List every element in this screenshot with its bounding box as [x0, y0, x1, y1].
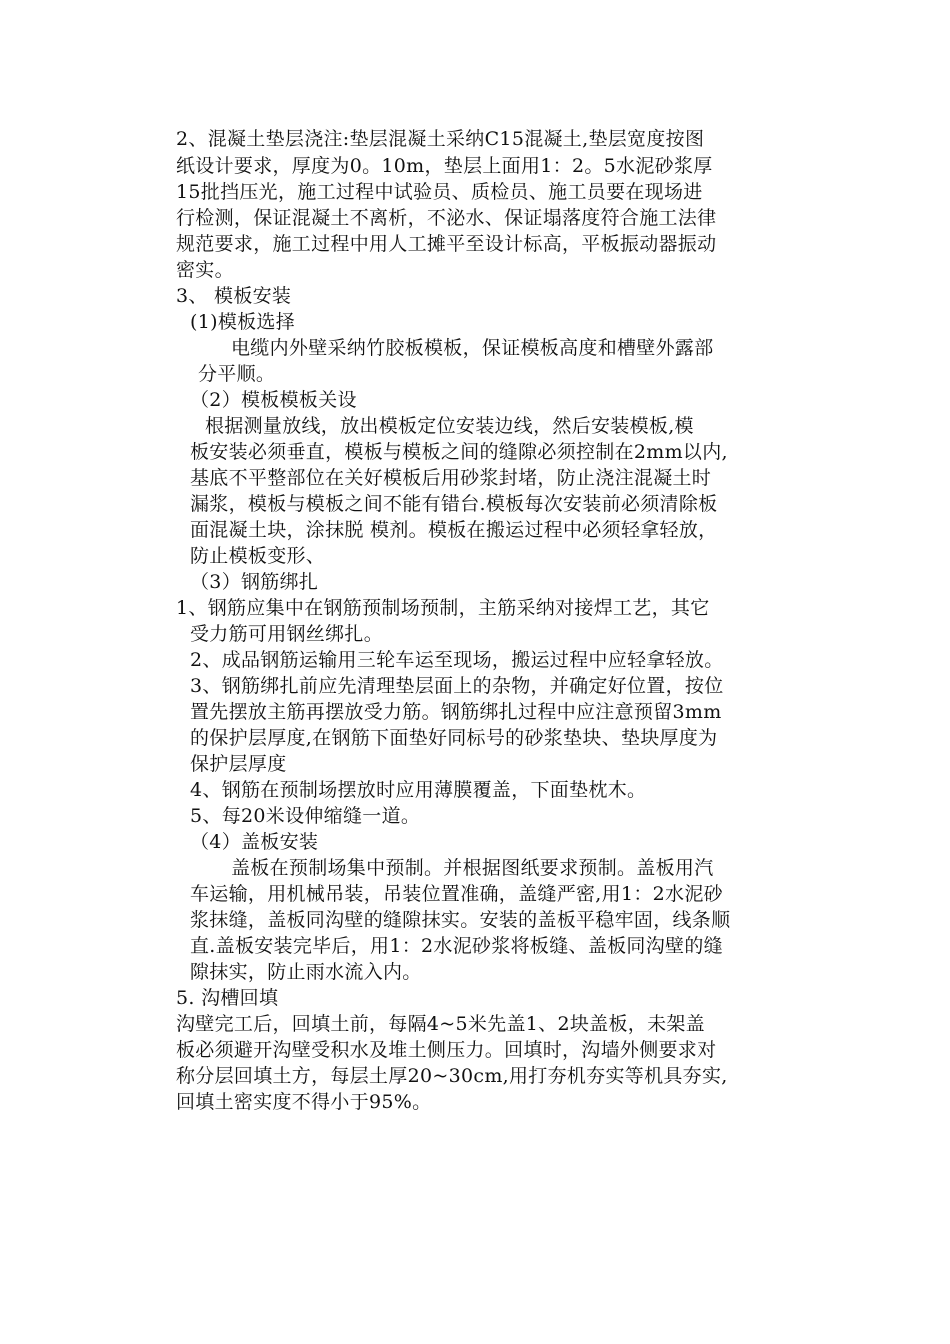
text-line: 电缆内外壁采纳竹胶板模板，保证模板高度和槽壁外露部	[231, 337, 714, 359]
text-line: 面混凝土块，涂抹脱 模剂。模板在搬运过程中必须轻拿轻放，	[190, 519, 718, 541]
text-line: 回填土密实度不得小于95%。	[176, 1091, 432, 1113]
text-line: 2、混凝土垫层浇注:垫层混凝土采纳C15混凝土,垫层宽度按图	[176, 128, 705, 150]
text-line: 车运输，用机械吊装，吊装位置准确，盖缝严密,用1：2水泥砂	[190, 883, 723, 905]
text-line: （3）钢筋绑扎	[190, 571, 319, 593]
text-line: 行检测，保证混凝土不离析，不泌水、保证塌落度符合施工法律	[176, 207, 717, 229]
text-line: 防止模板变形、	[190, 545, 326, 567]
text-line: 板必须避开沟壁受积水及堆土侧压力。回填时，沟墙外侧要求对	[176, 1039, 717, 1061]
text-line: 沟壁完工后，回填土前，每隔4~5米先盖1、2块盖板，未架盖	[176, 1013, 705, 1035]
text-line: 分平顺。	[198, 363, 276, 385]
text-line: 5. 沟槽回填	[176, 987, 279, 1009]
text-line: 隙抹实，防止雨水流入内。	[190, 961, 422, 983]
text-line: 2、成品钢筋运输用三轮车运至现场，搬运过程中应轻拿轻放。	[190, 649, 724, 671]
text-line: 4、钢筋在预制场摆放时应用薄膜覆盖，下面垫枕木。	[190, 779, 647, 801]
text-line: 置先摆放主筋再摆放受力筋。钢筋绑扎过程中应注意预留3mm	[190, 701, 722, 723]
text-line: 5、每20米设伸缩缝一道。	[190, 805, 421, 827]
text-line: 的保护层厚度,在钢筋下面垫好同标号的砂浆垫块、垫块厚度为	[190, 727, 718, 749]
text-line: 漏浆，模板与模板之间不能有错台.模板每次安装前必须清除板	[190, 493, 718, 515]
text-line: 受力筋可用钢丝绑扎。	[190, 623, 384, 645]
text-line: 直.盖板安装完毕后，用1：2水泥砂浆将板缝、盖板同沟壁的缝	[190, 935, 723, 957]
text-line: 15批挡压光，施工过程中试验员、质检员、施工员要在现场进	[176, 181, 703, 203]
text-line: 规范要求，施工过程中用人工摊平至设计标高，平板振动器振动	[176, 233, 717, 255]
text-line: 保护层厚度	[190, 753, 287, 775]
text-line: （4）盖板安装	[190, 831, 319, 853]
text-line: 根据测量放线，放出模板定位安装边线，然后安装模板,模	[205, 415, 694, 437]
text-line: 3、 模板安装	[176, 285, 292, 307]
text-line: 盖板在预制场集中预制。并根据图纸要求预制。盖板用汽	[231, 857, 714, 879]
text-line: 1、钢筋应集中在钢筋预制场预制，主筋采纳对接焊工艺，其它	[176, 597, 710, 619]
text-line: 基底不平整部位在关好模板后用砂浆封堵，防止浇注混凝土时	[190, 467, 712, 489]
text-line: 称分层回填土方，每层土厚20~30cm,用打夯机夯实等机具夯实,	[176, 1065, 728, 1087]
text-line: 3、钢筋绑扎前应先清理垫层面上的杂物，并确定好位置，按位	[190, 675, 724, 697]
text-line: (1)模板选择	[190, 311, 296, 333]
text-line: 浆抹缝，盖板同沟壁的缝隙抹实。安装的盖板平稳牢固，线条顺	[190, 909, 731, 931]
text-line: 板安装必须垂直，模板与模板之间的缝隙必须控制在2mm以内,	[190, 441, 728, 463]
text-line: 密实。	[176, 259, 234, 281]
text-line: 纸设计要求，厚度为0。10m，垫层上面用1：2。5水泥砂浆厚	[176, 155, 713, 177]
text-line: （2）模板模板关设	[190, 389, 357, 411]
